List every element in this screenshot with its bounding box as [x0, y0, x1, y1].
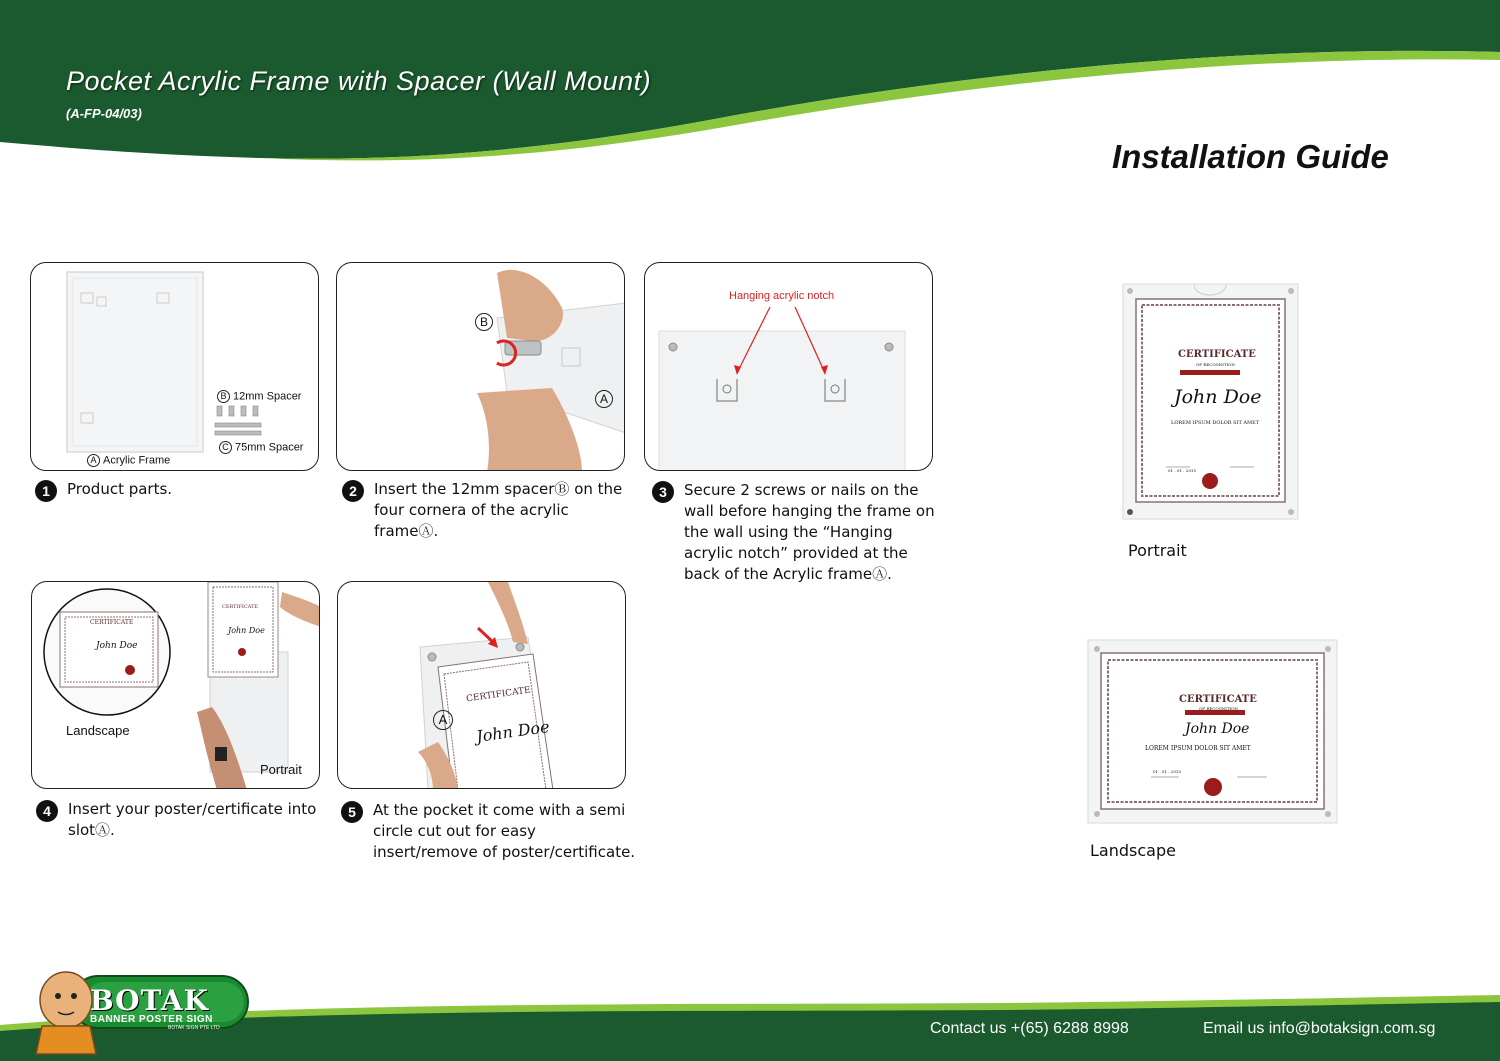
panel-cutout — [337, 581, 626, 789]
landscape-caption: Landscape — [1090, 841, 1176, 860]
page-title: Pocket Acrylic Frame with Spacer (Wall Mount) — [66, 66, 652, 96]
contact-email: Email us info@botaksign.com.sg — [1203, 1020, 1436, 1037]
product-parts-illustration — [31, 263, 319, 471]
landscape-cert-date: 01 . 01 . 2015 — [1153, 769, 1181, 774]
portrait-example — [1122, 283, 1299, 520]
panel-insert-poster — [31, 581, 320, 789]
step-text: Insert your poster/certificate into slotⒶ. — [68, 800, 317, 839]
step-2 — [342, 479, 627, 542]
mini-cert-heading: CERTIFICATE — [90, 619, 134, 626]
portrait-cert-lorem: LOREM IPSUM DOLOR SIT AMET — [1171, 420, 1260, 426]
insert-spacer-illustration — [337, 263, 625, 471]
spacer-75mm-label: C 75mm Spacer — [219, 441, 303, 454]
step-1 — [35, 479, 305, 502]
logo-company: BOTAK SIGN PTE LTD — [168, 1025, 220, 1031]
step-4 — [36, 799, 321, 841]
portrait-cert-sub: OF RECOGNITION — [1196, 362, 1235, 367]
installation-guide-heading: Installation Guide — [1112, 138, 1389, 175]
panel-insert-spacer — [336, 262, 625, 471]
step-text: Product parts. — [67, 480, 173, 498]
landscape-cert-heading: CERTIFICATE — [1179, 694, 1257, 705]
cutout-illustration — [338, 582, 626, 789]
hanging-notch-label: Hanging acrylic notch — [729, 290, 835, 302]
spacer-12mm-label: B 12mm Spacer — [217, 390, 301, 403]
portrait-cert-name: John Doe — [1174, 386, 1262, 408]
frame-mark-a: A — [595, 390, 616, 408]
cutout-cert-heading: CERTIFICATE — [465, 685, 532, 705]
product-code: (A-FP-04/03) — [66, 106, 142, 121]
step-number-badge: 4 — [36, 800, 58, 822]
step-text: At the pocket it come with a semi circle cut out for easy insert/remove of poster/certificate. — [373, 801, 636, 861]
step-3 — [652, 480, 942, 585]
panel-hanging-notch — [644, 262, 933, 471]
mini-cert-name: John Doe — [96, 641, 138, 651]
landscape-cert-lorem: LOREM IPSUM DOLOR SIT AMET — [1145, 745, 1251, 752]
step-text: Secure 2 screws or nails on the wall before hanging the frame on the wall using the “Hanging acrylic notch” provided at the back of the Acrylic frameⒶ. — [684, 481, 935, 583]
step-number-badge: 2 — [342, 480, 364, 502]
portrait-label: Portrait — [260, 762, 302, 777]
cutout-frame-mark-a: A — [433, 710, 456, 730]
acrylic-frame-label: A Acrylic Frame — [87, 454, 170, 467]
landscape-cert-name: John Doe — [1185, 721, 1250, 737]
step-number-badge: 3 — [652, 481, 674, 503]
portrait-cert-heading: CERTIFICATE — [1178, 349, 1256, 360]
insert-poster-illustration — [32, 582, 320, 789]
cutout-cert-name: John Doe — [475, 716, 551, 747]
step-text: Insert the 12mm spacerⒷ on the four cornera of the acrylic frameⒶ. — [374, 480, 623, 540]
step-number-badge: 5 — [341, 801, 363, 823]
step-number-badge: 1 — [35, 480, 57, 502]
mini-cert-name-portrait: John Doe — [228, 626, 265, 635]
panel-product-parts — [30, 262, 319, 471]
landscape-label: Landscape — [66, 723, 130, 738]
landscape-example — [1087, 639, 1338, 824]
contact-phone: Contact us +(65) 6288 8998 — [930, 1020, 1129, 1037]
mini-cert-heading-portrait: CERTIFICATE — [222, 604, 259, 610]
logo-tagline: BANNER POSTER SIGN — [90, 1014, 213, 1025]
spacer-mark-b: B — [475, 313, 496, 331]
step-5 — [341, 800, 636, 863]
portrait-caption: Portrait — [1128, 541, 1187, 560]
logo-wordmark: BOTAK — [90, 984, 209, 1017]
portrait-cert-date: 01 . 01 . 2015 — [1168, 468, 1196, 473]
landscape-cert-sub: OF RECOGNITION — [1199, 706, 1238, 711]
